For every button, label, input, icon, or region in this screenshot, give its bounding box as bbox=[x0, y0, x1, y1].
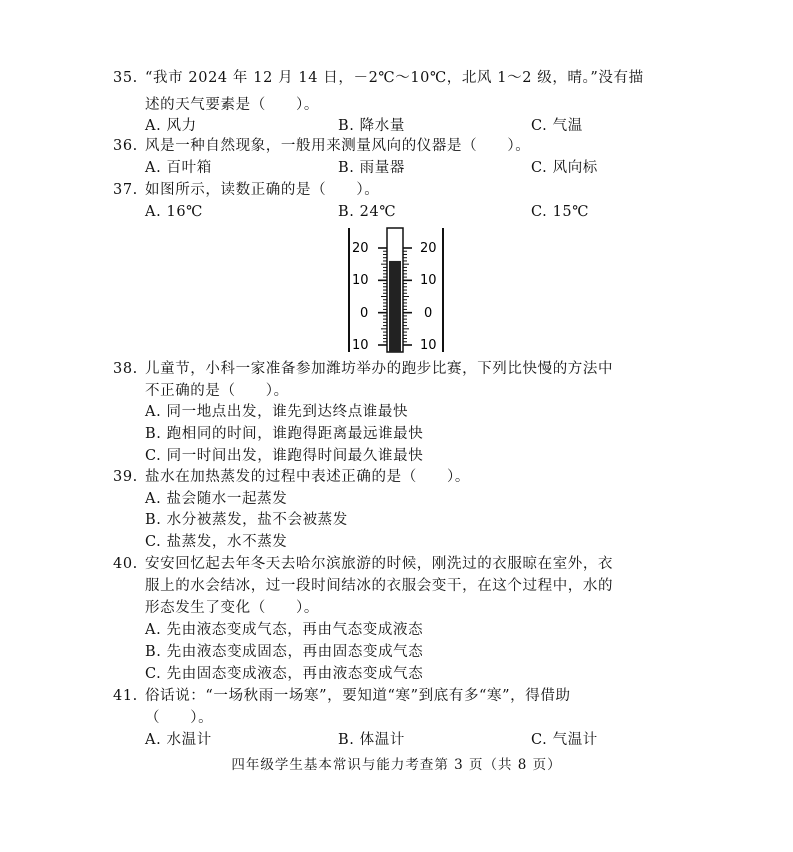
option-a[interactable]: A. 水温计 bbox=[145, 732, 212, 748]
option-c[interactable]: C. 气温计 bbox=[531, 732, 598, 748]
question-number: 39. bbox=[113, 469, 138, 485]
question-text: 风是一种自然现象，一般用来测量风向的仪器是（ ）。 bbox=[145, 138, 531, 154]
question-number: 37. bbox=[113, 182, 138, 198]
question-39 bbox=[113, 467, 470, 487]
option-a[interactable]: A. 先由液态变成气态，再由气态变成液态 bbox=[145, 622, 424, 638]
question-37 bbox=[113, 180, 379, 200]
question-number: 38. bbox=[113, 361, 138, 377]
question-40-cont2: 形态发生了变化（ ）。 bbox=[145, 600, 319, 616]
option-b[interactable]: B. 水分被蒸发，盐不会被蒸发 bbox=[145, 512, 348, 528]
question-text: 安安回忆起去年冬天去哈尔滨旅游的时候，刚洗过的衣服晾在室外，衣 bbox=[145, 556, 614, 572]
question-41-cont: （ ）。 bbox=[145, 710, 214, 726]
right-label-0: 0 bbox=[424, 306, 433, 321]
option-a[interactable]: A. 同一地点出发，谁先到达终点谁最快 bbox=[145, 404, 409, 420]
question-text: 盐水在加热蒸发的过程中表述正确的是（ ）。 bbox=[145, 469, 470, 485]
page-footer: 四年级学生基本常识与能力考查第 3 页（共 8 页） bbox=[231, 757, 562, 773]
option-c[interactable]: C. 风向标 bbox=[531, 160, 598, 176]
question-text: 如图所示，读数正确的是（ ）。 bbox=[145, 182, 380, 198]
question-number: 41. bbox=[113, 688, 138, 704]
option-b[interactable]: B. 降水量 bbox=[338, 118, 405, 134]
option-a[interactable]: A. 风力 bbox=[145, 118, 197, 134]
option-b[interactable]: B. 体温计 bbox=[338, 732, 405, 748]
left-label-20: 20 bbox=[352, 241, 369, 256]
question-number: 40. bbox=[113, 556, 138, 572]
question-text: 儿童节，小科一家准备参加潍坊举办的跑步比赛，下列比快慢的方法中 bbox=[145, 361, 614, 377]
question-38-cont: 不正确的是（ ）。 bbox=[145, 383, 289, 399]
question-text: 俗话说：“一场秋雨一场寒”，要知道“寒”到底有多“寒”，得借助 bbox=[145, 688, 571, 704]
option-a[interactable]: A. 16℃ bbox=[145, 204, 203, 220]
question-38 bbox=[113, 359, 613, 379]
option-a[interactable]: A. 盐会随水一起蒸发 bbox=[145, 491, 288, 507]
option-b[interactable]: B. 雨量器 bbox=[338, 160, 405, 176]
left-label-10: 10 bbox=[352, 273, 369, 288]
question-number: 36. bbox=[113, 138, 138, 154]
question-35-cont: 述的天气要素是（ ）。 bbox=[145, 97, 319, 113]
option-c[interactable]: C. 盐蒸发，水不蒸发 bbox=[145, 534, 288, 550]
option-c[interactable]: C. 先由固态变成液态，再由液态变成气态 bbox=[145, 666, 424, 682]
option-c[interactable]: C. 15℃ bbox=[531, 204, 590, 220]
question-40 bbox=[113, 554, 613, 574]
left-label-0: 0 bbox=[360, 306, 369, 321]
left-label-neg10: 10 bbox=[352, 338, 369, 353]
option-b[interactable]: B. 24℃ bbox=[338, 204, 397, 220]
right-label-10: 10 bbox=[420, 273, 437, 288]
question-36 bbox=[113, 136, 530, 156]
option-b[interactable]: B. 先由液态变成固态，再由固态变成气态 bbox=[145, 644, 424, 660]
option-c[interactable]: C. 气温 bbox=[531, 118, 583, 134]
question-35 bbox=[113, 68, 644, 88]
thermometer-liquid bbox=[389, 261, 401, 352]
thermometer-figure bbox=[340, 226, 450, 354]
question-number: 35. bbox=[113, 70, 138, 86]
question-text: “我市 2024 年 12 月 14 日，－2℃～10℃，北风 1～2 级，晴。”没有描 bbox=[145, 70, 644, 86]
option-a[interactable]: A. 百叶箱 bbox=[145, 160, 212, 176]
question-40-cont: 服上的水会结冰，过一段时间结冰的衣服会变干，在这个过程中，水的 bbox=[145, 578, 614, 594]
option-c[interactable]: C. 同一时间出发，谁跑得时间最久谁最快 bbox=[145, 448, 424, 464]
right-label-20: 20 bbox=[420, 241, 437, 256]
option-b[interactable]: B. 跑相同的时间，谁跑得距离最远谁最快 bbox=[145, 426, 424, 442]
question-41 bbox=[113, 686, 571, 706]
right-label-neg10: 10 bbox=[420, 338, 437, 353]
